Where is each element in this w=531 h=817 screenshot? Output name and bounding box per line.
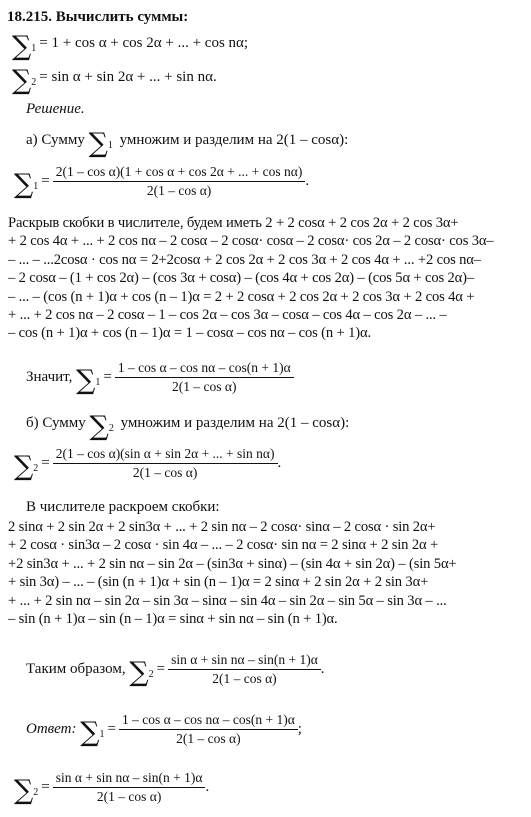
sigma-symbol: ∑ <box>12 31 32 62</box>
solution-heading: Решение. <box>26 101 85 117</box>
paragraph-line: – ... – ...2cosα · cos nα = 2+2cosα + 2 cos 2α + 2 cos 3α + 2 cos 4α + ... +2 cos nα– <box>8 251 481 268</box>
fraction: $\frac{\text{sin α + sin nα – sin(n + 1)α}}{\text{2(1 – cos α)}}$ <box>53 770 206 805</box>
paragraph-line: +2 sin3α + ... + 2 sin nα – sin 2α – (sin3α + sinα) – (sin 4α + sin 2α) – (sin 5α+ <box>8 555 457 572</box>
paragraph-line: + 2 cos 4α + ... + 2 cos nα – 2 cosα – 2 cosα· cosα – 2 cosα· cos 2α – 2 cosα· cos 3α– <box>8 233 494 250</box>
fraction: $\frac{\text{2(1 – cos α)(1 + cos α + cos 2α + ... + cos nα)}}{\text{2(1 – cos α)}}$ <box>53 164 306 199</box>
paragraph-line: – 2 cosα – (1 + cos 2α) – (cos 3α + cosα) – (cos 4α + cos 2α) – (cos 5α + cos 2α)– <box>8 270 475 287</box>
paragraph-line: + ... + 2 sin nα – sin 2α – sin 3α – sinα – sin 4α – sin 2α – sin 5α – sin 3α – ... <box>8 592 447 609</box>
paragraph-line: + sin 3α) – ... – (sin (n + 1)α + sin (n – 1)α = 2 sinα + 2 sin 2α + 2 sin 3α+ <box>8 574 429 591</box>
paragraph-line: – ... – (cos (n + 1)α + cos (n – 1)α = 2 + 2 cosα + 2 cos 2α + 2 cos 3α + 2 cos 4α + <box>8 288 475 305</box>
fraction: $\frac{\text{sin α + sin nα – sin(n + 1)α}}{\text{2(1 – cos α)}}$ <box>168 652 321 687</box>
sigma-symbol: ∑ <box>129 657 149 688</box>
paragraph-line: Раскрыв скобки в числителе, будем иметь 2 + 2 cosα + 2 cos 2α + 2 cos 3α+ <box>8 215 459 231</box>
part-a-paragraph <box>8 214 494 343</box>
fraction: $\frac{\text{1 – cos α – cos nα – cos(n + 1)α}}{\text{2(1 – cos α)}}$ <box>115 360 294 395</box>
paragraph-line: 2 sinα + 2 sin 2α + 2 sin3α + ... + 2 sin nα – 2 cosα· sinα – 2 cosα · sin 2α+ <box>8 519 436 535</box>
sigma-symbol: ∑ <box>76 365 96 396</box>
fraction: $\frac{\text{1 – cos α – cos nα – cos(n + 1)α}}{\text{2(1 – cos α)}}$ <box>119 712 298 747</box>
sigma-symbol: ∑ <box>14 775 34 806</box>
paragraph-line: – sin (n + 1)α – sin (n – 1)α = sinα + sin nα – sin (n + 1)α. <box>8 610 338 627</box>
fraction: $\frac{\text{2(1 – cos α)(sin α + sin 2α + ... + sin nα)}}{\text{2(1 – cos α)}}$ <box>53 446 278 481</box>
part-b-intro-text: В числителе раскроем скобки: <box>26 499 220 515</box>
part-b-fraction: ∑ 2 = $\frac{\text{2(1 – cos α)(sin α + sin 2α + ... + sin nα)}}{\text{2(1 – cos α)}}$ . <box>14 446 282 482</box>
sum1-expression: = 1 + cos α + cos 2α + ... + cos nα; <box>39 35 249 51</box>
problem-header <box>7 8 188 26</box>
part-b-paragraph <box>8 518 457 628</box>
part-b-intro: б) Сумму ∑ 2 умножим и разделим на 2(1 – cosα): <box>26 411 350 442</box>
problem-statement: Вычислить суммы: <box>55 9 189 25</box>
paragraph-line: – cos (n + 1)α + cos (n – 1)α = 1 – cosα – cos nα – cos (n + 1)α. <box>8 325 371 342</box>
sum1-result: Значит, ∑ 1 = $\frac{\text{1 – cos α – cos nα – cos(n + 1)α}}{\text{2(1 – cos α)}}$ <box>26 360 294 395</box>
answer-sum2: ∑ 2 = $\frac{\text{sin α + sin nα – sin(n + 1)α}}{\text{2(1 – cos α)}}$ . <box>14 770 210 806</box>
sigma-symbol: ∑ <box>12 65 32 96</box>
part-a-intro: а) Сумму ∑ 1 умножим и разделим на 2(1 – cosα): <box>26 128 349 159</box>
paragraph-line: + 2 cosα · sin3α – 2 cosα · sin 4α – ... – 2 cosα· sin nα = 2 sinα + 2 sin 2α + <box>8 537 439 554</box>
paragraph-line: + ... + 2 cos nα – 2 cosα – 1 – cos 2α – cos 3α – cosα – cos 4α – cos 2α – ... – <box>8 306 447 323</box>
sigma-symbol: ∑ <box>14 451 34 482</box>
part-a-fraction: ∑ 1 = $\frac{\text{2(1 – cos α)(1 + cos α + cos 2α + ... + cos nα)}}{\text{2(1 – cos α)}}$ . <box>14 164 310 200</box>
answer-sum1: Ответ: ∑ 1 = $\frac{\text{1 – cos α – cos nα – cos(n + 1)α}}{\text{2(1 – cos α)}}$ ; <box>26 712 302 748</box>
sum2-result: Таким образом, ∑ 2 = $\frac{\text{sin α + sin nα – sin(n + 1)α}}{\text{2(1 – cos α)}}$ . <box>26 652 325 688</box>
sum2-definition: ∑ 2 = sin α + sin 2α + ... + sin nα. <box>12 65 217 96</box>
sigma-symbol: ∑ <box>88 128 108 159</box>
sum1-definition: ∑ 1 = 1 + cos α + cos 2α + ... + cos nα; <box>12 31 249 62</box>
answer-label: Ответ: <box>26 721 77 737</box>
problem-number: 18.215. <box>7 9 52 25</box>
sigma-symbol: ∑ <box>14 169 34 200</box>
sum2-expression: = sin α + sin 2α + ... + sin nα. <box>39 69 217 85</box>
sigma-symbol: ∑ <box>80 717 100 748</box>
sigma-symbol: ∑ <box>89 411 109 442</box>
